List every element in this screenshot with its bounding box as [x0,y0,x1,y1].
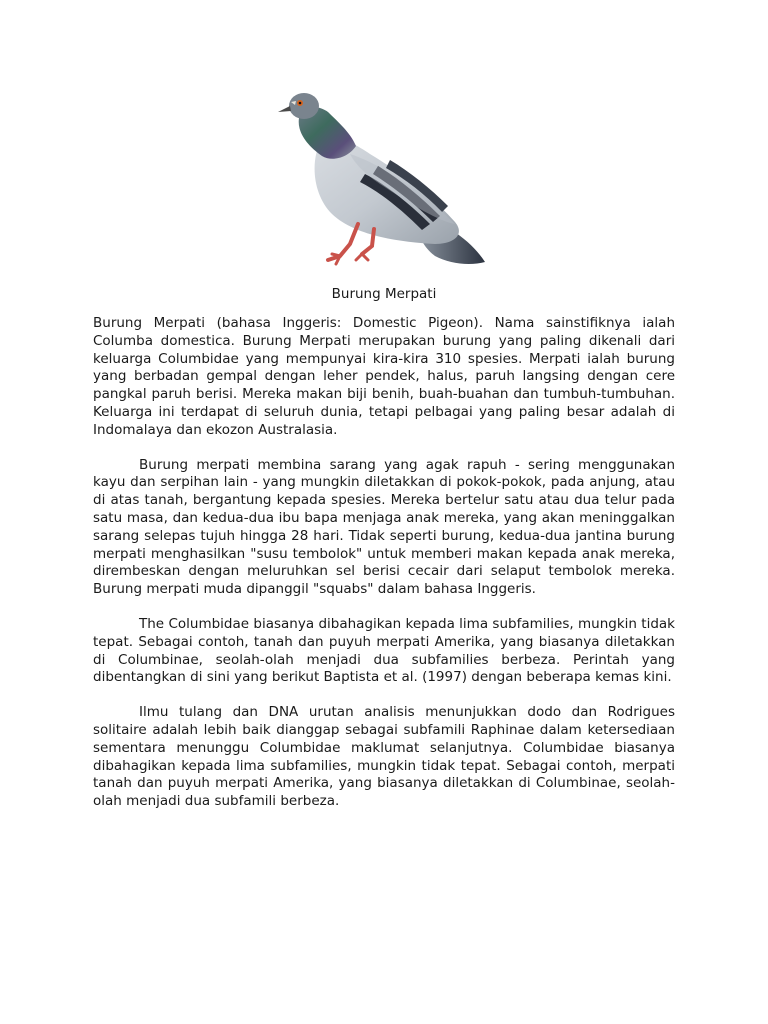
paragraph-3: The Columbidae biasanya dibahagikan kepada lima subfamilies, mungkin tidak tepat. Sebagai contoh, tanah dan puyuh merpati Amerika, yang biasanya diletakkan di Columbinae, seolah-olah menjadi dua subfamilies berbeza. Perintah yang dibentangkan di sini yang berikut Baptista et al. (1997) dengan beberapa kemas kini. [93,615,675,686]
figure-caption: Burung Merpati [331,286,437,302]
pigeon-icon [270,84,500,274]
paragraph-4: Ilmu tulang dan DNA urutan analisis menunjukkan dodo dan Rodrigues solitaire adalah lebih baik dianggap sebagai subfamili Raphinae dalam ketersediaan sementara menunggu Columbidae maklumat selanjutnya. Columbidae biasanya dibahagikan kepada lima subfamilies, mungkin tidak tepat. Sebagai contoh, merpati tanah dan puyuh merpati Amerika, yang biasanya diletakkan di Columbinae, seolah-olah menjadi dua subfamili berbeza. [93,704,675,810]
pigeon-illustration [270,84,500,274]
paragraph-1: Burung Merpati (bahasa Inggeris: Domestic Pigeon). Nama sainstifiknya ialah Columba domestica. Burung Merpati merupakan burung yang paling dikenali dari keluarga Columbidae yang mempunyai kira-kira 310 spesies. Merpati ialah burung yang berbadan gempal dengan leher pendek, halus, paruh langsing dengan cere pangkal paruh berisi. Mereka makan biji benih, buah-buahan dan tumbuh-tumbuhan. Keluarga ini terdapat di seluruh dunia, tetapi pelbagai yang paling besar adalah di Indomalaya dan ekozon Australasia. [93,315,675,438]
paragraph-2: Burung merpati membina sarang yang agak rapuh - sering menggunakan kayu dan serpihan lain - yang mungkin diletakkan di pokok-pokok, pada anjung, atau di atas tanah, bergantung kepada spesies. Mereka bertelur satu atau dua telur pada satu masa, dan kedua-dua ibu bapa menjaga anak mereka, yang akan meninggalkan sarang selepas tujuh hingga 28 hari. Tidak seperti burung, kedua-dua jantina burung merpati menghasilkan "susu tembolok" untuk memberi makan kepada anak mereka, dirembeskan dengan meluruhkan sel berisi cecair dari selaput tembolok mereka. Burung merpati muda dipanggil "squabs" dalam bahasa Inggeris. [93,456,675,598]
article-body [93,315,675,828]
